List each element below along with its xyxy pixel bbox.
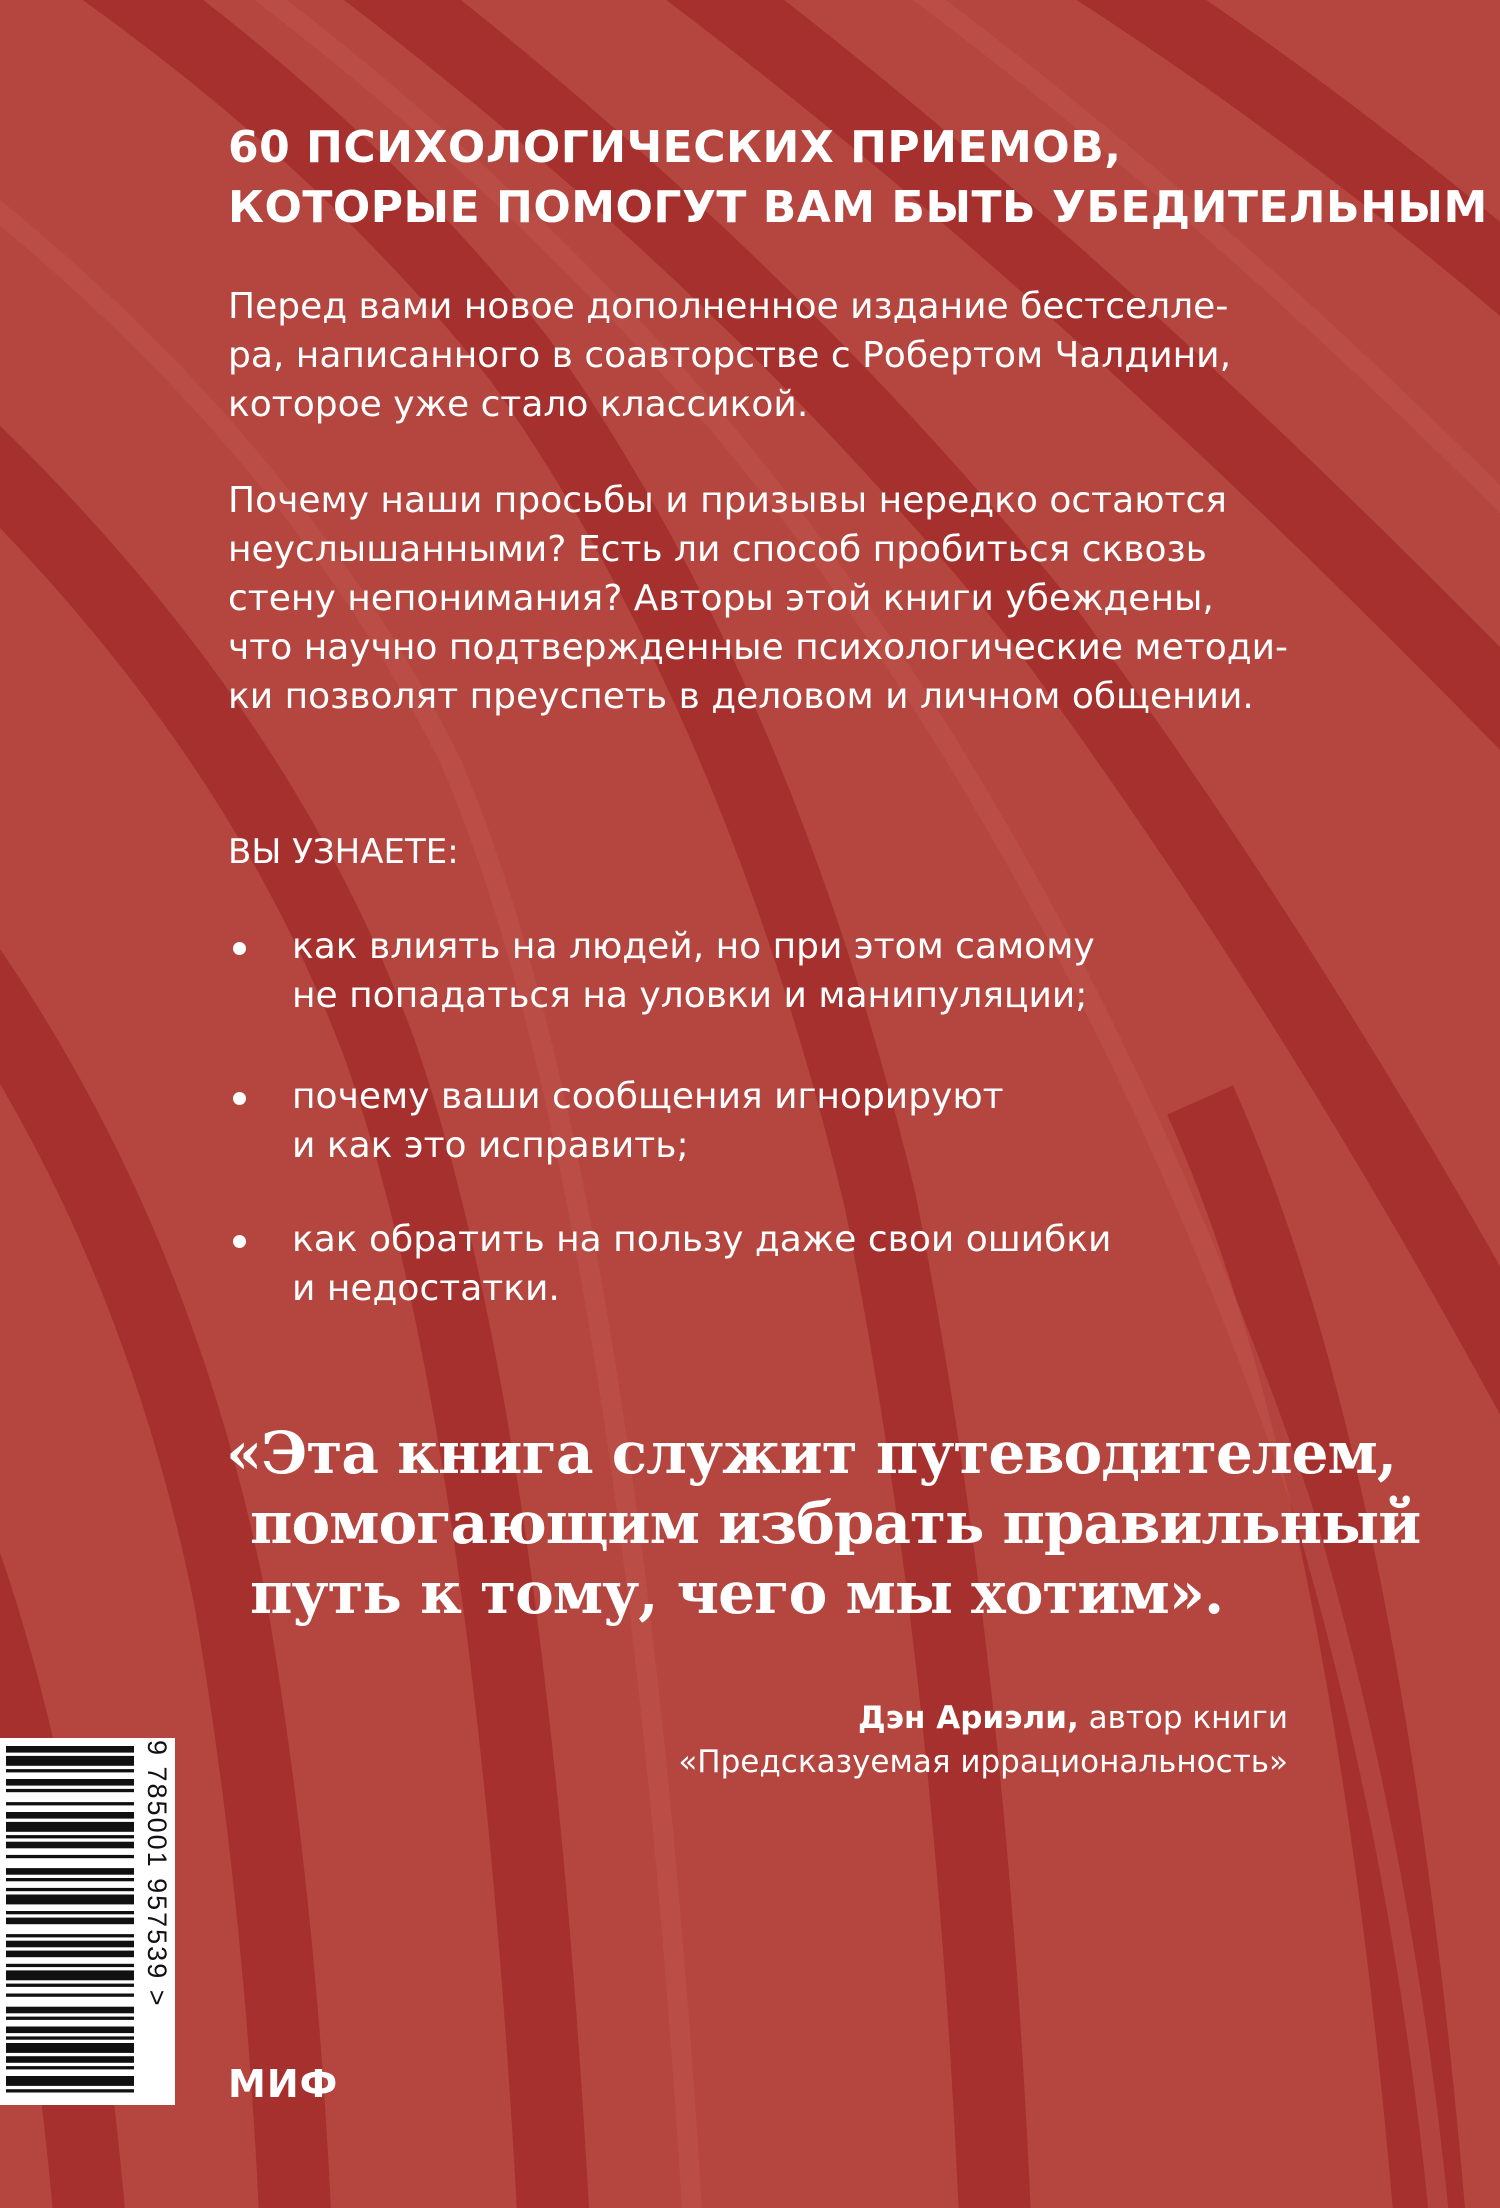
barcode-bar — [6, 2043, 134, 2053]
barcode-bar — [6, 1802, 134, 1805]
barcode-bar — [6, 2066, 134, 2069]
barcode-bar — [6, 2076, 134, 2086]
list-item-line: почему ваши сообщения игнорируют — [292, 1076, 1004, 1117]
barcode-bar — [6, 1868, 134, 1875]
barcode-bar — [6, 1951, 134, 1958]
quote-line: путь к тому, чего мы хотим». — [250, 1559, 1224, 1627]
bullet-icon — [233, 1092, 246, 1105]
barcode-bar — [6, 1888, 134, 1891]
intro-line: Перед вами новое дополненное издание бестселле- — [228, 286, 1229, 327]
barcode-bar — [6, 1842, 134, 1849]
quote-author-book: «Предсказуемая иррациональность» — [678, 1744, 1288, 1780]
list-item-line: как влиять на людей, но при этом самому — [292, 926, 1095, 967]
barcode-bar — [6, 1769, 134, 1772]
barcode-bar — [6, 2007, 134, 2014]
list-item-line: не попадаться на уловки и манипуляции; — [292, 975, 1088, 1016]
barcode-bar — [6, 1878, 134, 1881]
intro-line: ра, написанного в соавторстве с Робертом Чалдини, — [228, 335, 1232, 376]
learn-heading: ВЫ УЗНАЕТЕ: — [228, 832, 459, 872]
publisher-logo: МИФ — [228, 2062, 339, 2106]
bullet-icon — [233, 942, 246, 955]
intro-paragraph — [228, 282, 1358, 429]
barcode-bar — [6, 1855, 134, 1858]
barcode-bar — [6, 2089, 134, 2092]
headline-line: 60 ПСИХОЛОГИЧЕСКИХ ПРИЕМОВ, — [228, 122, 1122, 173]
barcode-digits — [142, 1738, 172, 2105]
quote-line: «Эта книга служит путеводителем, — [226, 1419, 1397, 1487]
barcode-bar — [6, 1994, 134, 1997]
list-item-line: как обратить на пользу даже свои ошибки — [292, 1219, 1112, 1260]
headline — [228, 118, 1488, 238]
barcode-bar — [6, 1756, 134, 1766]
quote-attribution — [678, 1696, 1288, 1784]
question-line: ки позволят преуспеть в деловом и личном общении. — [228, 676, 1254, 717]
barcode-bar — [6, 1779, 134, 1786]
list-item-text — [292, 922, 1095, 1020]
barcode-bar — [6, 1789, 134, 1792]
quote-author-role: автор книги — [1088, 1700, 1288, 1736]
barcode-bar — [6, 1964, 134, 1967]
barcode-bar — [6, 1895, 134, 1905]
list-item-text — [292, 1215, 1111, 1313]
list-item-text — [292, 1072, 1004, 1170]
barcode-bar — [6, 2017, 134, 2020]
question-paragraph — [228, 476, 1358, 721]
barcode-bar — [6, 1934, 134, 1937]
barcode-bar — [6, 1941, 134, 1948]
isbn-barcode — [0, 1738, 175, 2105]
question-line: что научно подтвержденные психологические методи- — [228, 627, 1289, 668]
blurb-quote — [226, 1418, 1421, 1628]
quote-line: помогающим избрать правильный — [250, 1489, 1421, 1557]
barcode-bar — [6, 1970, 134, 1980]
barcode-bar — [6, 1812, 134, 1819]
barcode-bar — [6, 1746, 134, 1753]
barcode-bar — [6, 1911, 134, 1914]
question-line: Почему наши просьбы и призывы нередко остаются — [228, 480, 1227, 521]
barcode-bar — [6, 1918, 134, 1925]
barcode-bar — [6, 1822, 134, 1832]
barcode-bar — [6, 2056, 134, 2063]
question-line: стену непонимания? Авторы этой книги убеждены, — [228, 578, 1214, 619]
intro-line: которое уже стало классикой. — [228, 384, 809, 425]
barcode-digits-text: 9 785001 957539 > — [142, 1740, 172, 2008]
quote-author-name: Дэн Ариэли, — [858, 1700, 1079, 1736]
barcode-bar — [6, 2027, 134, 2034]
bullet-icon — [233, 1235, 246, 1248]
barcode-bar — [6, 2036, 134, 2039]
list-item-line: и как это исправить; — [292, 1125, 689, 1166]
list-item-line: и недостатки. — [292, 1268, 560, 1309]
headline-line: КОТОРЫЕ ПОМОГУТ ВАМ БЫТЬ УБЕДИТЕЛЬНЫМ — [228, 182, 1488, 233]
barcode-bar — [6, 1835, 134, 1838]
barcode-bar — [6, 1984, 134, 1987]
question-line: неуслышанными? Есть ли способ пробиться сквозь — [228, 529, 1207, 570]
